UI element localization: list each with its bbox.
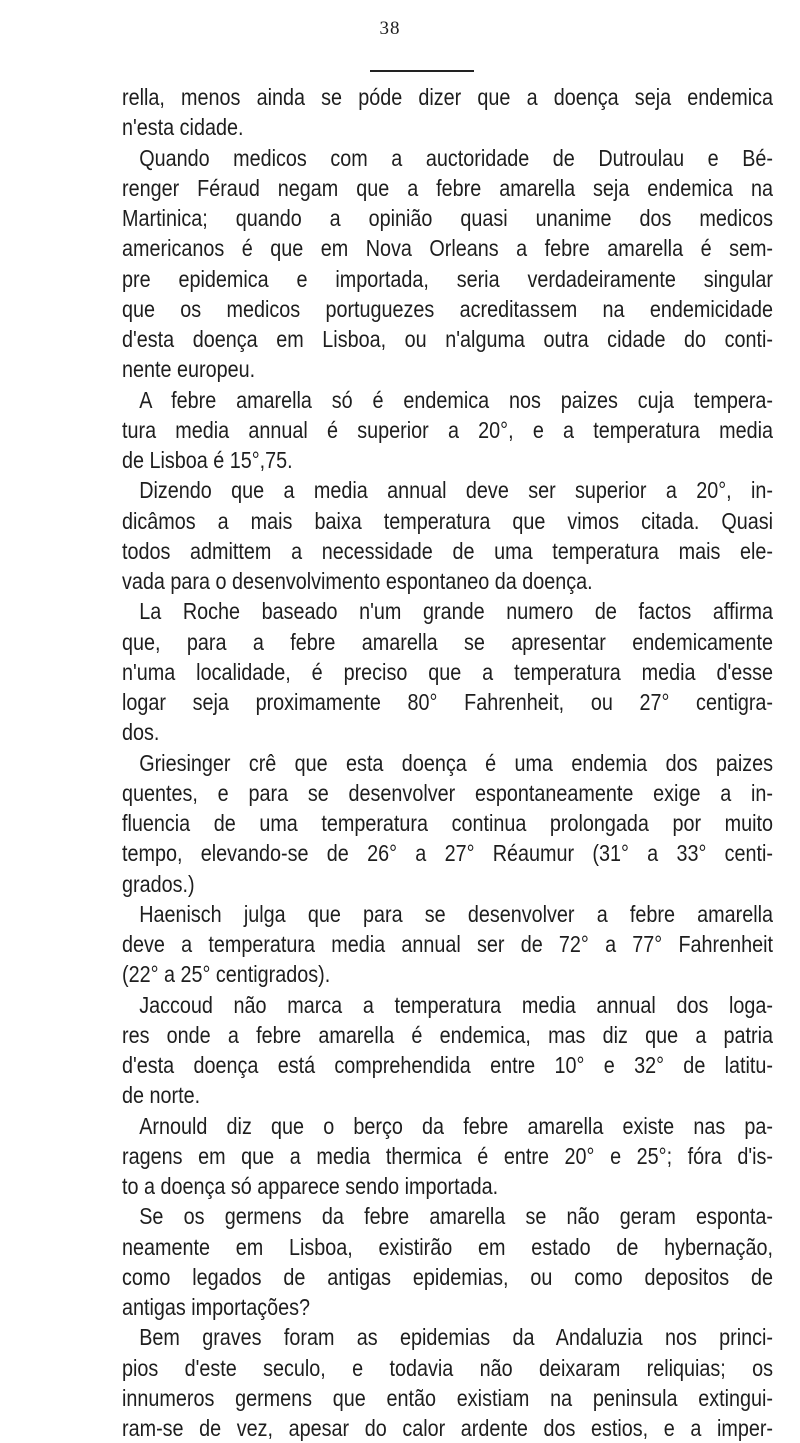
text-line: de norte.: [122, 1082, 201, 1109]
text-line: dos.: [122, 719, 160, 746]
page-number: 38: [379, 18, 401, 39]
text-line: fluencia de uma temperatura continua prolongada por muito: [122, 810, 774, 836]
page-number-rule: [370, 70, 474, 72]
text-line: Griesinger crê que esta doença é uma endemia dos paizes: [139, 749, 774, 776]
text-line: renger Féraud negam que a febre amarella seja endemica na: [122, 174, 774, 201]
text-line: Martinica; quando a opinião quasi unanime dos medicos: [122, 205, 774, 231]
text-line: dicâmos a mais baixa temperatura que vimos citada. Quasi: [122, 507, 774, 534]
text-line: deve a temperatura media annual ser de 72° a 77° Fahrenheit: [122, 931, 774, 957]
text-line: A febre amarella só é endemica nos paizes cuja tempera-: [139, 386, 774, 413]
text-line: pios d'este seculo, e todavia não deixaram reliquias; os: [122, 1354, 774, 1381]
text-line: tempo, elevando-se de 26° a 27° Réaumur (31° a 33° centi-: [122, 840, 774, 867]
text-line: innumeros germens que então existiam na peninsula extingui-: [122, 1384, 774, 1411]
text-line: La Roche baseado n'um grande numero de factos affirma: [139, 598, 774, 625]
text-line: Dizendo que a media annual deve ser superior a 20°, in-: [139, 477, 774, 504]
text-line: ram-se de vez, apesar do calor ardente dos estios, e a imper-: [122, 1415, 774, 1441]
text-line: todos admittem a necessidade de uma temperatura mais ele-: [122, 537, 774, 564]
text-line: americanos é que em Nova Orleans a febre amarella é sem-: [122, 235, 774, 262]
text-line: quentes, e para se desenvolver espontaneamente exige a in-: [122, 779, 774, 806]
text-line: vada para o desenvolvimento espontaneo da doença.: [122, 568, 593, 594]
text-line: Arnould diz que o berço da febre amarella existe nas pa-: [139, 1112, 774, 1139]
text-line: neamente em Lisboa, existirão em estado de hybernação,: [122, 1233, 774, 1260]
body-text: [122, 82, 774, 1443]
text-line: res onde a febre amarella é endemica, mas diz que a patria: [122, 1021, 774, 1048]
text-line: rella, menos ainda se póde dizer que a doença seja endemica: [122, 84, 774, 110]
text-line: Bem graves foram as epidemias da Andaluzia nos princi-: [139, 1324, 774, 1351]
text-line: n'uma localidade, é preciso que a temperatura media d'esse: [122, 658, 774, 685]
text-line: pre epidemica e importada, seria verdadeiramente singular: [122, 265, 774, 292]
text-line: de Lisboa é 15°,75.: [122, 447, 293, 473]
text-line: Haenisch julga que para se desenvolver a febre amarella: [139, 900, 774, 927]
text-line: como legados de antigas epidemias, ou como depositos de: [122, 1263, 774, 1290]
text-line: que os medicos portuguezes acreditassem na endemicidade: [122, 295, 774, 322]
text-line: d'esta doença em Lisboa, ou n'alguma outra cidade do conti-: [122, 326, 774, 352]
text-line: ragens em que a media thermica é entre 20° e 25°; fóra d'is-: [122, 1142, 774, 1169]
text-line: Se os germens da febre amarella se não geram esponta-: [139, 1203, 774, 1230]
text-line: nente europeu.: [122, 356, 256, 383]
text-line: n'esta cidade.: [122, 114, 244, 141]
text-line: grados.): [122, 870, 195, 897]
text-line: (22° a 25° centigrados).: [122, 961, 331, 988]
text-line: tura media annual é superior a 20°, e a temperatura media: [122, 416, 774, 443]
text-line: logar seja proximamente 80° Fahrenheit, ou 27° centigra-: [122, 689, 774, 715]
text-line: que, para a febre amarella se apresentar endemicamente: [122, 628, 774, 655]
text-line: to a doença só apparece sendo importada.: [122, 1173, 499, 1199]
text-line: d'esta doença está comprehendida entre 10° e 32° de latitu-: [122, 1052, 774, 1078]
text-line: Jaccoud não marca a temperatura media annual dos loga-: [139, 991, 774, 1018]
text-line: Quando medicos com a auctoridade de Dutroulau e Bé-: [139, 144, 774, 171]
text-line: antigas importações?: [122, 1294, 311, 1320]
